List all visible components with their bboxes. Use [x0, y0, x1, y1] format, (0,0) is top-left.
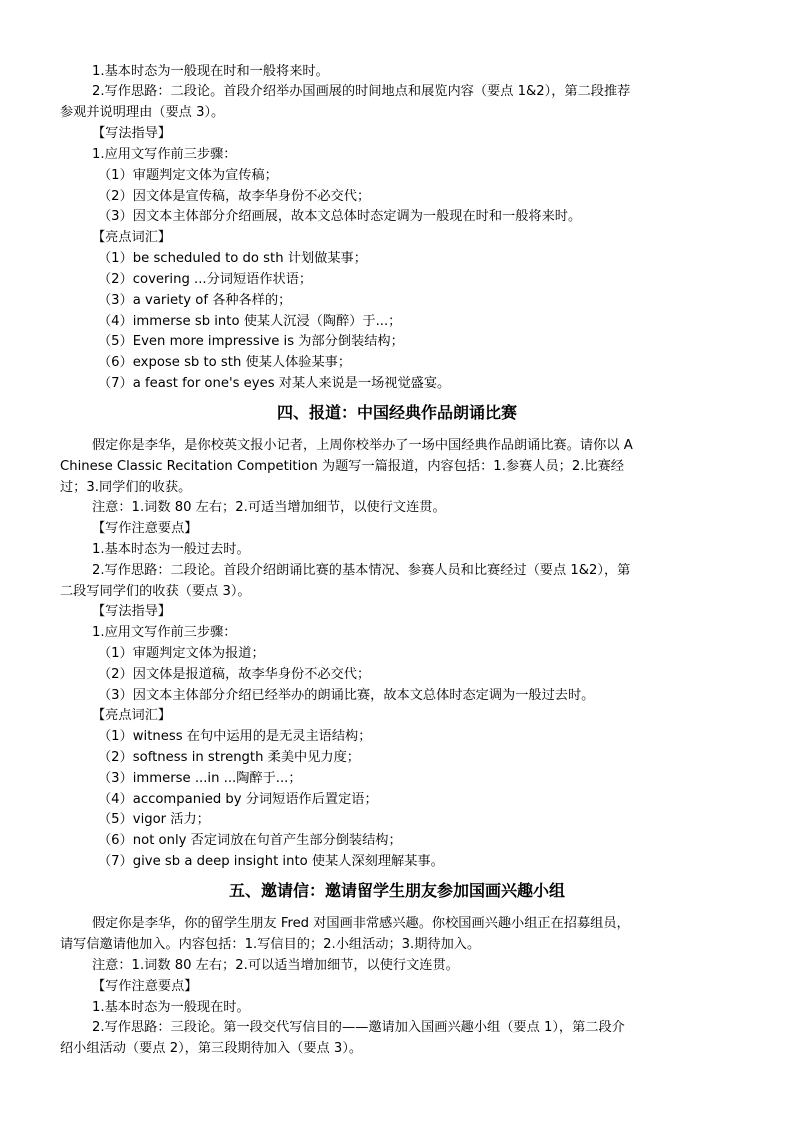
vocab-item: （1）be scheduled to do sth 计划做某事；	[98, 251, 367, 266]
writing-note: 绍小组活动（要点 2），第三段期待加入（要点 3）。	[60, 1041, 363, 1056]
writing-note: 1.基本时态为一般现在时和一般将来时。	[92, 64, 329, 79]
prompt-line: 假定你是李华，你的留学生朋友 Fred 对国画非常感兴趣。你校国画兴趣小组正在招募组员，	[92, 916, 630, 931]
guide-line: （2）因文体是报道稿，故李华身份不必交代；	[98, 667, 371, 682]
writing-note: 2.写作思路：二段论。首段介绍举办国画展的时间地点和展览内容（要点 1&2），第二段推荐	[92, 84, 631, 99]
writing-note: 1.基本时态为一般过去时。	[92, 542, 250, 557]
prompt-line: 过；3.同学们的收获。	[60, 480, 192, 495]
section-label: 【写作注意要点】	[92, 521, 198, 536]
prompt-line: Chinese Classic Recitation Competition 为题写一篇报道，内容包括：1.参赛人员；2.比赛经	[60, 459, 624, 474]
section-label: 【写作注意要点】	[92, 979, 198, 994]
guide-line: （3）因文本主体部分介绍画展，故本文总体时态定调为一般现在时和一般将来时。	[98, 209, 582, 224]
section-label: 【写法指导】	[92, 126, 172, 141]
prompt-line: 请写信邀请他加入。内容包括：1.写信目的；2.小组活动；3.期待加入。	[60, 937, 481, 952]
vocab-item: （6）expose sb to sth 使某人体验某事；	[98, 355, 352, 370]
vocab-item: （7）give sb a deep insight into 使某人深刻理解某事。	[98, 854, 444, 869]
vocab-item: （5）Even more impressive is 为部分倒装结构；	[98, 334, 404, 349]
vocab-item: （7）a feast for one's eyes 对某人来说是一场视觉盛宴。	[98, 376, 451, 391]
vocab-item: （6）not only 否定词放在句首产生部分倒装结构；	[98, 833, 402, 848]
notice-line: 注意：1.词数 80 左右；2.可适当增加细节，以使行文连贯。	[92, 500, 446, 515]
section-heading: 五、邀请信：邀请留学生朋友参加国画兴趣小组	[228, 881, 565, 900]
guide-line: 1.应用文写作前三步骤：	[92, 147, 237, 162]
guide-line: 1.应用文写作前三步骤：	[92, 625, 237, 640]
section-label: 【写法指导】	[92, 604, 172, 619]
vocab-item: （4）accompanied by 分词短语作后置定语；	[98, 792, 378, 807]
guide-line: （1）审题判定文体为报道；	[98, 646, 265, 661]
writing-note: 2.写作思路：三段论。第一段交代写信目的——邀请加入国画兴趣小组（要点 1），第二段介	[92, 1020, 625, 1035]
vocab-item: （3）a variety of 各种各样的；	[98, 293, 292, 308]
vocab-item: （3）immerse ...in ...陶醉于...；	[98, 771, 302, 786]
section-label: 【亮点词汇】	[92, 230, 172, 245]
writing-note: 2.写作思路：二段论。首段介绍朗诵比赛的基本情况、参赛人员和比赛经过（要点 1&2），第	[92, 563, 631, 578]
notice-line: 注意：1.词数 80 左右；2.可以适当增加细节，以使行文连贯。	[92, 958, 459, 973]
guide-line: （2）因文体是宣传稿，故李华身份不必交代；	[98, 189, 371, 204]
vocab-item: （1）witness 在句中运用的是无灵主语结构；	[98, 729, 372, 744]
guide-line: （3）因文本主体部分介绍已经举办的朗诵比赛，故本文总体时态定调为一般过去时。	[98, 688, 595, 703]
writing-note: 参观并说明理由（要点 3）。	[60, 105, 225, 120]
vocab-item: （5）vigor 活力；	[98, 812, 210, 827]
vocab-item: （4）immerse sb into 使某人沉浸（陶醉）于...；	[98, 314, 402, 329]
writing-note: 二段写同学们的收获（要点 3）。	[60, 584, 251, 599]
writing-note: 1.基本时态为一般现在时。	[92, 1000, 250, 1015]
section-label: 【亮点词汇】	[92, 708, 172, 723]
prompt-line: 假定你是李华，是你校英文报小记者，上周你校举办了一场中国经典作品朗诵比赛。请你以 A	[92, 438, 633, 453]
section-heading: 四、报道：中国经典作品朗诵比赛	[276, 403, 517, 422]
vocab-item: （2）softness in strength 柔美中见力度；	[98, 750, 360, 765]
guide-line: （1）审题判定文体为宣传稿；	[98, 168, 278, 183]
vocab-item: （2）covering ...分词短语作状语；	[98, 272, 313, 287]
